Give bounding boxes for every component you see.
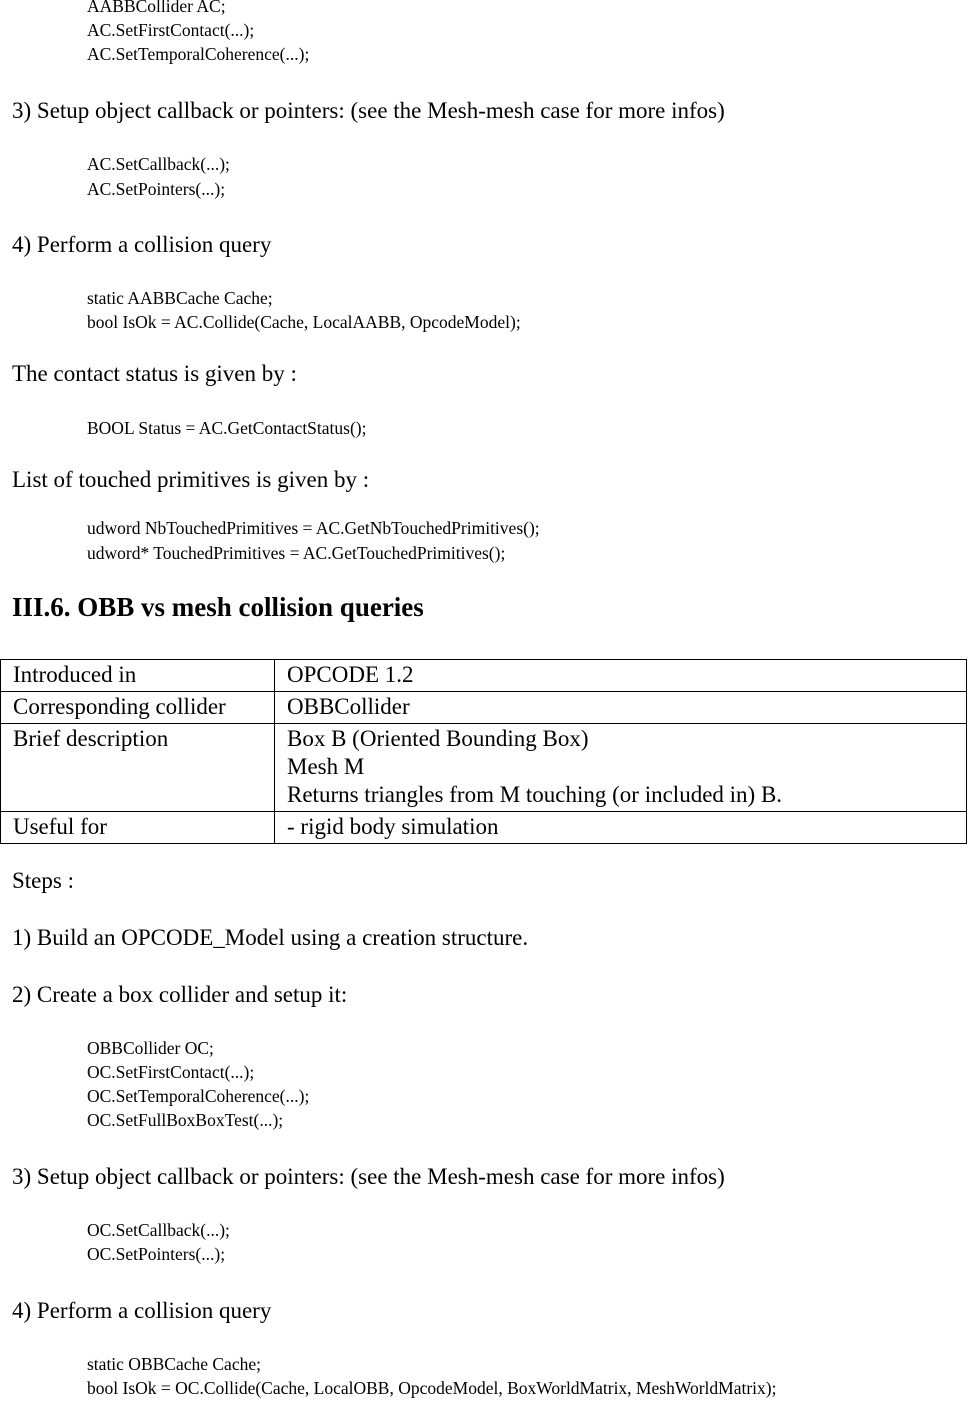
table-value-line: OPCODE 1.2 xyxy=(287,662,414,687)
code-line: AC.SetCallback(...); xyxy=(87,154,230,174)
table-value-cell xyxy=(275,660,967,692)
code-line: AC.SetTemporalCoherence(...); xyxy=(87,44,310,64)
code-line: AC.SetPointers(...); xyxy=(87,179,226,199)
step-text: 2) Create a box collider and setup it: xyxy=(12,982,348,1007)
table-value-cell xyxy=(275,692,967,724)
step-text: 3) Setup object callback or pointers: (see the Mesh-mesh case for more infos) xyxy=(12,98,725,123)
step-text: 1) Build an OPCODE_Model using a creation structure. xyxy=(12,925,529,950)
code-line: OBBCollider OC; xyxy=(87,1038,214,1058)
table-label-cell: Introduced in xyxy=(1,660,275,692)
table-value-line: Mesh M xyxy=(287,754,365,779)
code-line: OC.SetFullBoxBoxTest(...); xyxy=(87,1110,284,1130)
body-text: Steps : xyxy=(12,868,74,893)
code-line: bool IsOk = OC.Collide(Cache, LocalOBB, OpcodeModel, BoxWorldMatrix, MeshWorldMatrix); xyxy=(87,1378,777,1398)
code-line: OC.SetFirstContact(...); xyxy=(87,1062,255,1082)
code-line: OC.SetCallback(...); xyxy=(87,1220,230,1240)
table-value-line: - rigid body simulation xyxy=(287,814,499,839)
info-table xyxy=(0,659,967,844)
code-line: OC.SetPointers(...); xyxy=(87,1244,226,1264)
table-value-line: Box B (Oriented Bounding Box) xyxy=(287,726,589,751)
table-label-cell: Useful for xyxy=(1,812,275,844)
table-row xyxy=(1,724,967,812)
step-text: 3) Setup object callback or pointers: (see the Mesh-mesh case for more infos) xyxy=(12,1164,725,1189)
step-text: 4) Perform a collision query xyxy=(12,232,272,257)
table-row xyxy=(1,812,967,844)
table-value-cell xyxy=(275,724,967,812)
table-label-cell: Brief description xyxy=(1,724,275,812)
code-line: bool IsOk = AC.Collide(Cache, LocalAABB, OpcodeModel); xyxy=(87,312,521,332)
table-label-cell: Corresponding collider xyxy=(1,692,275,724)
table-value-cell xyxy=(275,812,967,844)
step-text: 4) Perform a collision query xyxy=(12,1298,272,1323)
code-line: BOOL Status = AC.GetContactStatus(); xyxy=(87,418,367,438)
code-line: static AABBCache Cache; xyxy=(87,288,273,308)
code-line: AC.SetFirstContact(...); xyxy=(87,20,255,40)
table-row xyxy=(1,660,967,692)
table-row xyxy=(1,692,967,724)
section-heading: III.6. OBB vs mesh collision queries xyxy=(12,592,424,622)
code-line: AABBCollider AC; xyxy=(87,0,226,16)
body-text: The contact status is given by : xyxy=(12,361,297,386)
code-line: OC.SetTemporalCoherence(...); xyxy=(87,1086,310,1106)
table-value-line: OBBCollider xyxy=(287,694,410,719)
code-line: udword NbTouchedPrimitives = AC.GetNbTouchedPrimitives(); xyxy=(87,518,540,538)
table-value-line: Returns triangles from M touching (or included in) B. xyxy=(287,782,783,807)
code-line: static OBBCache Cache; xyxy=(87,1354,261,1374)
body-text: List of touched primitives is given by : xyxy=(12,467,370,492)
code-line: udword* TouchedPrimitives = AC.GetTouchedPrimitives(); xyxy=(87,543,506,563)
